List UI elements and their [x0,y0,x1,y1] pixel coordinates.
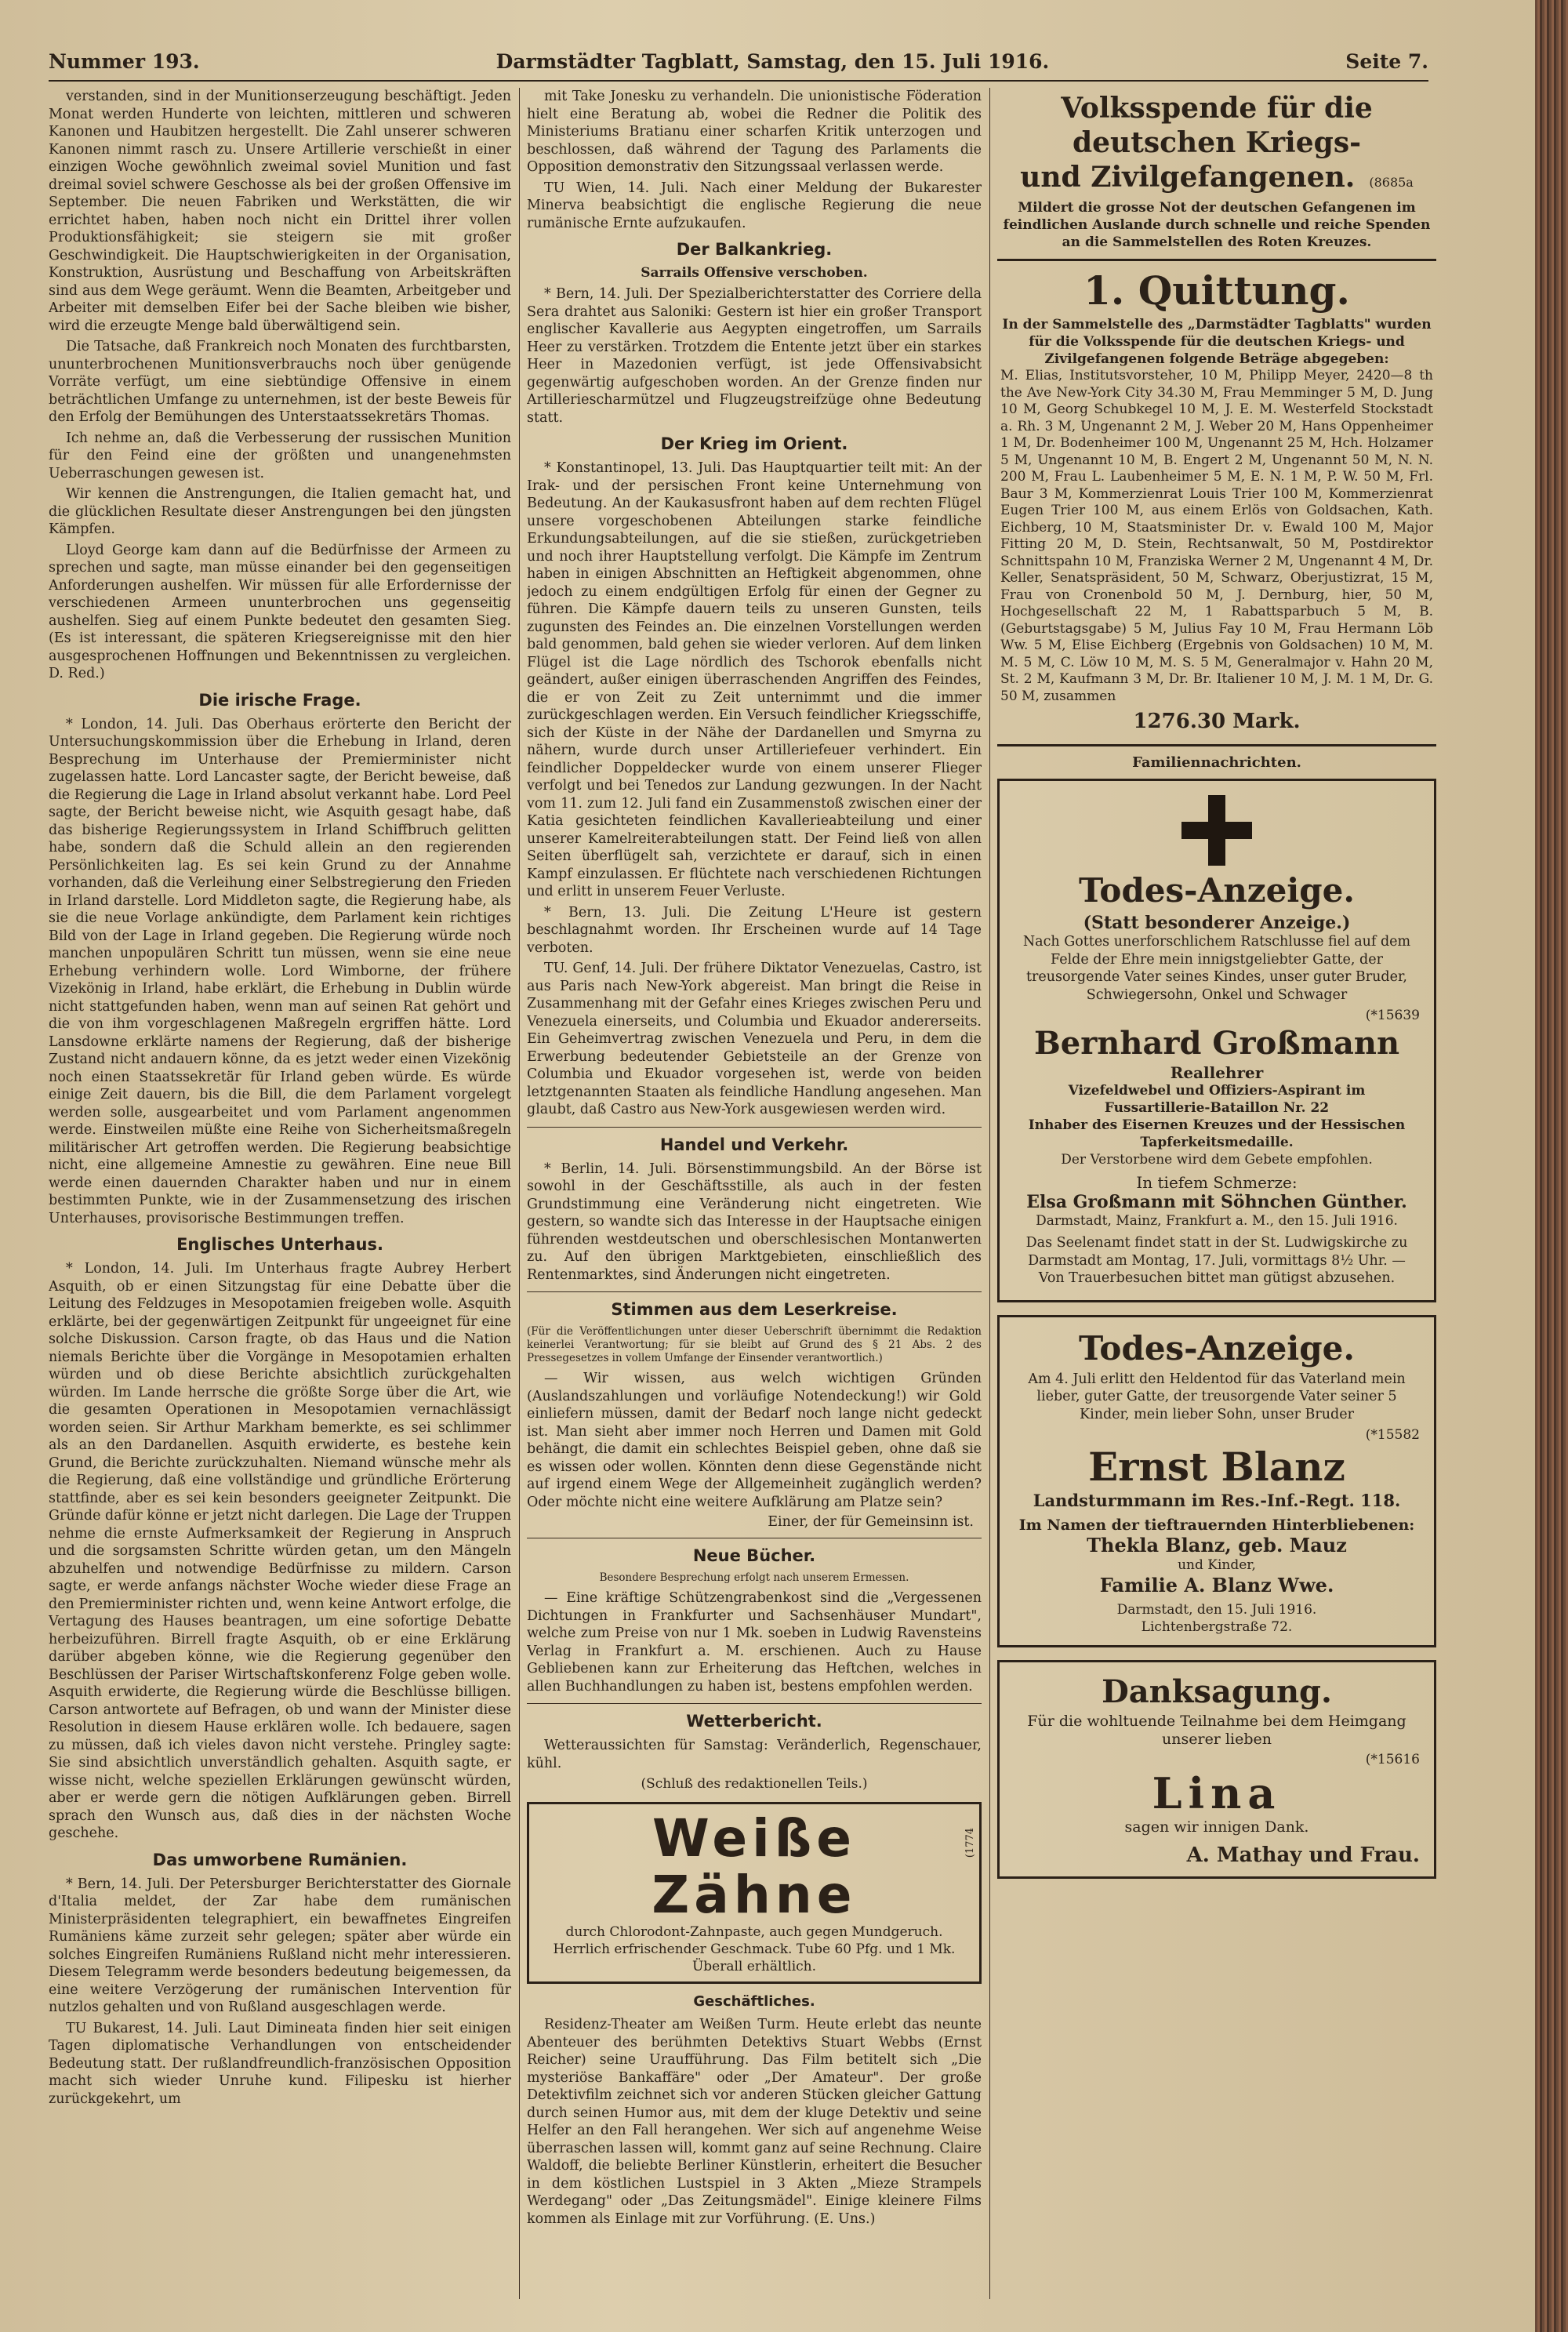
editorial-end-note: (Schluß des redaktionellen Teils.) [641,1776,868,1792]
section-heading-buecher: Neue Bücher. [692,1546,816,1565]
iron-cross-icon [1181,795,1252,866]
notice-text: Für die wohltuende Teilnahme bei dem Heimgang unserer lieben [1027,1713,1406,1748]
deceased-rank: Landsturmmann im Res.-Inf.-Regt. 118. [1033,1491,1401,1510]
divider [527,1127,982,1128]
disclaimer-note: (Für die Veröffentlichungen unter dieser Ueberschrift übernimmt die Redaktion keinerlei Verantwortung; für sie bleibt auf Grund des § 21 Abs. 2 des Pressegesetzes in vollem Umfange der Einsender verantwortlich.) [527,1325,982,1364]
divider [527,1703,982,1704]
ad-code: (8685a [1369,175,1414,190]
deceased-role: Reallehrer [1170,1063,1264,1082]
article-paragraph: Residenz-Theater am Weißen Turm. Heute erlebt das neunte Abenteuer des berühmten Detektivs Stuart Webbs (Ernst Reicher) seine Uraufführung. Das Film betitelt sich „Die mysteriöse Bankaffäre" oder „Der Amateur". Der große Detektivfilm zeichnet sich vor anderen Stücken gleicher Gattung durch seinen Humor aus, mit dem der kluge Detektiv und seine Helfer an den Fall herangehen. Wer sich auf angenehme Weise überraschen lassen will, kommt ganz auf seine Rechnung. Claire Waldoff, die beliebte Berliner Künstlerin, erheitert die Besucher in dem köstlichen Lustspiel in 3 Akten „Mieze Strampels Werdegang" oder „Das Zeitungsmädel". Einige kleinere Films kommen als Einlage mit zur Vorführung. (E. Uns.) [527,2017,982,2227]
article-paragraph: Ich nehme an, daß die Verbesserung der russischen Munition für den Feind eine der größten und unangenehmsten Ueberraschungen gewesen ist. [49,430,511,481]
article-paragraph: * Berlin, 14. Juli. Börsenstimmungsbild. An der Börse ist sowohl in der Geschäftsstille, als auch in der festen Grundstimmung eine Veränderung nicht eingetreten. Wie gestern, so wandte sich das Interesse in der Hauptsache einigen führenden westdeutschen und oberschlesischen Montanwerten zu. Auf den übrigen Marktgebieten, einschließlich des Rentenmarktes, sind Änderungen nicht eingetreten. [527,1161,982,1283]
article-paragraph: TU. Genf, 14. Juli. Der frühere Diktator Venezuelas, Castro, ist aus Paris nach New-York abgereist. Man bringt die Reise in Zusammenhang mit der Gefahr eines Krieges zwischen Peru und Venezuela einerseits, und Columbia und Ekuador andererseits. Ein Geheimvertrag zwischen Venezuela und Peru, in dem die Erwerbung bedeutender Gebietsteile an der Grenze von Columbia und Ekuador vorgesehen ist, werde von beiden letztgenannten Staaten als feindliche Handlung angesehen. Man glaubt, daß Castro aus New-York ausgewiesen werden wird. [527,961,982,1117]
section-heading-balkan: Der Balkankrieg. [676,240,833,259]
deceased-name: Lina [1152,1768,1282,1818]
article-paragraph: Wir kennen die Anstrengungen, die Italien gemacht hat, und die glücklichen Resultate dieser Anstrengungen bei den jüngsten Kämpfen. [49,486,511,537]
column-2 [527,88,982,2315]
review-note: Besondere Besprechung erfolgt nach unserem Ermessen. [599,1571,909,1584]
notice-text: Am 4. Juli erlitt den Heldentod für das Vaterland mein lieber, guter Gatte, der treusorgende Vater seiner 5 Kinder, mein lieber Sohn, unser Bruder [1028,1371,1406,1422]
section-heading-orient: Der Krieg im Orient. [660,434,848,453]
thanks-notice-lina [997,1660,1436,1879]
family-news-heading: Familiennachrichten. [1132,754,1301,771]
article-paragraph: — Eine kräftige Schützengrabenkost sind die „Vergessenen Dichtungen in Frankfurter und Sachsenhäuser Mundart", welche zum Preise von nur 1 Mk. soeben in Ludwig Ravensteins Verlag in Frankfurt a. M. erschienen. Auch zu Hause Gebliebenen kann zur Erheiterung das Heftchen, welches in allen Buchhandlungen zu haben ist, bestens empfohlen werden. [527,1590,982,1695]
column-rule [519,88,520,2299]
donation-receipt [997,261,1436,746]
appeal-title-line-1: Volksspende für die deutschen Kriegs- [1061,92,1373,159]
article-paragraph: Lloyd George kam dann auf die Bedürfnisse der Armeen zu sprechen und sagte, man müsse einander bei den gegenseitigen Anforderungen aushelfen. Wir müssen für alle Erfordernisse der verschiedenen Armeen ununterbrochen uns gegenseitig aushelfen. Sieg auf einem Punkte bedeutet den gesamten Sieg. (Es ist interessant, die späteren Kriegsereignisse mit den hier ausgesprochenen Hoffnungen und Bekenntnissen zu vergleichen. D. Red.) [49,542,511,681]
ad-code: (*15639 [1365,1008,1420,1023]
page-header [49,45,1428,77]
article-paragraph: TU Wien, 14. Juli. Nach einer Meldung der Bukarester Minerva beabsichtigt die englische Regierung die neue rumänische Ernte aufzukaufen. [527,180,982,231]
column-3 [997,88,1436,2315]
article-paragraph: * Bern, 13. Juli. Die Zeitung L'Heure ist gestern beschlagnahmt worden. Ihr Erscheinen wurde auf 14 Tage verboten. [527,904,982,956]
ad-code: (*15582 [1365,1427,1420,1443]
notice-place-date: Darmstadt, Mainz, Frankfurt a. M., den 15. Juli 1916. [1036,1213,1398,1229]
article-paragraph: * Bern, 14. Juli. Der Spezialberichterstatter des Corriere della Sera drahtet aus Saloniki: Gestern ist hier ein großer Transport englischer Kavallerie aus Aegypten eingetroffen, um Sarrails Heer zu verstärken. Trotzdem die Entente jetzt über ein starkes Heer in Mazedonien verfügt, ist jede Offensivabsicht gegenwärtig aufgeschoben worden. An der Grenze finden nur Artilleriescharmützel und Flugzeugstreifzüge ohne Bedeutung statt. [527,286,982,426]
notice-title: Todes-Anzeige. [1079,871,1355,910]
divider [527,1291,982,1292]
notice-subtitle: (Statt besonderer Anzeige.) [1083,913,1351,933]
article-paragraph: * Bern, 14. Juli. Der Petersburger Berichterstatter des Giornale d'Italia meldet, der Zar habe dem rumänischen Ministerpräsidenten telegraphiert, ein bewaffnetes Eingreifen Rumäniens käme zurzeit sehr gelegen; später aber würde ein solches Eingreifen Rumäniens Rußland nicht mehr interessieren. Diesem Telegramm werde besonders bedeutung beigemessen, da eine weitere Verzögerung der rumänischen Intervention für nutzlos gehalten und von Rußland ausgeschlagen werde. [49,1876,511,2015]
donor-list: M. Elias, Institutsvorsteher, 10 M, Philipp Meyer, 2420—8 th the Ave New-York City 34.30 M, Frau Memminger 5 M, D. Jung 10 M, Georg Schubkegel 10 M, J. E. M. Westerfeld Stockstadt a. Rh. 3 M, Ungenannt 2 M, J. Weber 20 M, Hans Oppenheimer 1 M, Dr. Bodenheimer 100 M, Ungenannt 25 M, Hch. Holzamer 5 M, Ungenannt 10 M, B. Engert 2 M, Ungenannt 50 M, N. N. 200 M, Frau L. Laubenheimer 5 M, E. N. 1 M, P. W. 50 M, Frl. Baur 3 M, Kommerzienrat Louis Trier 100 M, Kommerzienrat Eugen Trier 100 M, aus einem Erlös von Goldsachen, Kath. Eichberg, 10 M, Staatsminister Dr. v. Ewald 100 M, Major Fitting 20 M, D. Stein, Rechtsanwalt, 50 M, Postdirektor Schnittspahn 10 M, Franziska Werner 2 M, Ungenannt 4 M, Dr. Keller, Senatspräsident, 50 M, Schwarz, Oberjustizrat, 15 M, Frau von Cronenbold 50 M, J. Dernburg, hier, 50 M, Hochgesellschaft 22 M, 1 Rabattsparbuch 5 M, B. (Geburtstagsgabe) 5 M, Julius Fay 10 M, Frau Hermann Löb Ww. 5 M, Elise Eichberg (Ergebnis von Goldsachen) 10 M, M. M. 5 M, C. Löw 10 M, M. S. 5 M, Generalmajor v. Hahn 20 M, St. 2 M, Kaufmann 3 M, Dr. Br. Italiener 10 M, J. M. 1 M, Dr. G. 50 M, zusammen [1000,368,1433,704]
article-paragraph: verstanden, sind in der Munitionserzeugung beschäftigt. Jeden Monat werden Hunderte von leichten, mittleren und schweren Kanonen und Haubitzen hergestellt. Die Zahl unserer schweren Kanonen nimmt rasch zu. Unsere Artillerie verschießt in einer einzigen Woche gewöhnlich zweimal soviel Munition und fast dreimal soviel schwere Geschosse als bei der großen Offensive im September. Die neuen Fabriken und Werkstätten, die wir errichtet haben, haben noch nicht ein Drittel ihrer vollen Produktionsfähigkeit; sie steigern sie mit großer Geschwindigkeit. Die Hauptschwierigkeiten in der Organisation, Konstruktion, Ausrüstung und Beschaffung von Arbeitskräften sind aus dem Wege geräumt. Wenn die Beamten, Arbeitgeber und Arbeiter mit demselben Eifer bei der Sache bleiben wie bisher, wird die erzeugte Menge bald überwältigend sein. [49,89,511,334]
column-1 [49,88,511,2315]
ad-code: (*15616 [1365,1752,1420,1767]
bereaved-family: und Kinder, [1178,1557,1256,1573]
article-paragraph: * London, 14. Juli. Im Unterhaus fragte Aubrey Herbert Asquith, ob er einen Sitzungstag für eine Debatte über die Leitung des Feldzuges in Mesopotamien freigeben wolle. Asquith erklärte, bei der gegenwärtigen Zeitpunkt für ungeeignet für eine solche Diskussion. Carson fragte, ob das Haus und die Nation niemals Berichte über die Vorgänge in Mesopotamien erhalten würden und ob diese Berichte absichtlich zurückgehalten würden. Im Lande herrsche die größte Sorge über die Art, wie die gesamten Operationen in Mesopotamien vernachlässigt worden seien. Sir Arthur Markham bemerkte, es sei schlimmer als an den Dardanellen. Asquith erwiderte, es bestehe kein Grund, die Berichte zurückzuhalten. Niemand wünsche mehr als die Regierung, daß eine vollständige und gründliche Erörterung stattfinde, aber es sei kein besonders geeigneter Zeitpunkt. Die Gründe dafür könne er jetzt nicht darlegen. Die Lage der Truppen nehme die ernste Aufmerksamkeit der Regierung in Anspruch und die sorgsamsten Schritte würden getan, um den Mängeln abzuhelfen und notwendige Bedürfnisse zu mildern. Carson sagte, er werde anfangs nächster Woche wieder diese Frage an den Premierminister richten und, wenn keine Antwort erfolge, die Vertagung des Hauses beantragen, um eine sofortige Debatte herbeizuführen. Birrell fragte Asquith, ob er eine Erklärung darüber abgeben könne, wie die Regierung gegenüber den Beschlüssen der Pariser Wirtschaftskonferenz Folge geben wolle. Asquith erwiderte, die Regierung würde die Beschlüsse billigen. Carson antwortete auf Befragen, ob und wann der Minister diese Resolution in diesem Hause erklären wolle. Ich bedauere, sagen zu müssen, daß ich vieles davon nicht verstehe. Pringley sagte: Sie sind absichtlich unverständlich gehalten. Asquith sagte, er wisse nicht, welche speziellen Erklärungen gewünscht würden, aber er werde gern die nötigen Aufklärungen geben. Birrell sprach den Wunsch aus, daß dies in der nächsten Woche geschehe. [49,1261,511,1841]
section-subheading: Sarrails Offensive verschoben. [641,265,868,281]
notice-text: Nach Gottes unerforschlichem Ratschlusse fiel auf dem Felde der Ehre mein innigstgeliebter Gatte, der treusorgende Vater seines Kindes, unser guter Bruder, Schwiegersohn, Onkel und Schwager [1022,934,1411,1003]
deceased-name: Ernst Blanz [1088,1444,1345,1490]
deceased-honors: Inhaber des Eisernen Kreuzes und der Hessischen Tapferkeitsmedaille. [1028,1117,1406,1150]
article-paragraph: * London, 14. Juli. Das Oberhaus erörterte den Bericht der Untersuchungskommission über die Erhebung in Irland, deren Besprechung im Unterhause der Premierminister nicht zugelassen hatte. Lord Lancaster sagte, der Bericht beweise, daß die Regierung die Lage in Irland absolut verkannt habe. Lord Peel sagte, der Bericht beweise nicht, wie Asquith gesagt habe, daß das bisherige Regierungssystem in Irland Schiffbruch gelitten habe, sondern daß die Schuld allein an den regierenden Persönlichkeiten lag. Es sei kein Grund zu der Annahme vorhanden, daß die Verleihung einer Selbstregierung den Frieden in Irland darstelle. Lord Middleton sagte, die Regierung habe, als sie die neue Vorlage ankündigte, dem Parlament kein richtiges Bild von der Lage in Irland gegeben. Die Regierung würde noch manchen unpopulären Schritt tun müssen, wenn sie eine neue Erhebung verhindern wolle. Lord Wimborne, der frühere Vizekönig in Irland, habe erklärt, die Erhebung in Dublin würde nicht stattgefunden haben, wenn man auf seinen Rat gehört und die von ihm vorgeschlagenen Maßregeln ergriffen hätte. Lord Lansdowne erklärte namens der Regierung, daß der bisherige Zustand nicht andauern könne, da es jetzt weder einen Vizekönig noch einen Staatssekretär für Irland geben würde. Es würde einige Zeit dauern, bis die Bill, die dem Parlament vorgelegt werden solle, ausgearbeitet und vom Parlament angenommen werde. Einstweilen müßte eine Reihe von Sicherheitsmaßregeln militärischer Art getroffen werden. Die Regierung beabsichtige nicht, eine allgemeine Amnestie zu gewähren. Eine neue Bill werde einen dauernden Charakter haben und nur in einem bestimmten Punkte, wie in der Zusammensetzung des irischen Unterhauses, provisorische Bestimmungen treffen. [49,716,511,1226]
appeal-title-line-2: und Zivilgefangenen. [1020,161,1356,194]
bereaved-family: Elsa Großmann mit Söhnchen Günther. [1026,1192,1407,1212]
notice-title: Todes-Anzeige. [1079,1328,1355,1368]
thanks-line: sagen wir innigen Dank. [1124,1818,1309,1836]
deceased-rank: Vizefeldwebel und Offiziers-Aspirant im Fussartillerie-Bataillon Nr. 22 [1068,1083,1366,1116]
article-paragraph: — Wir wissen, aus welch wichtigen Gründen (Auslandszahlungen und vorläufige Notendeckung!) wir Gold einliefern müssen, damit der Bedarf noch lange nicht gedeckt ist. Man sieht aber immer noch Herren und Damen mit Gold behängt, die damit ein schlechtes Beispiel geben, ohne daß sie es wissen oder wollen. Könnten denn diese Gegenstände nicht auf irgend einem Wege der Allgemeinheit zugänglich werden? Oder möchte nicht eine weitere Aufklärung am Platze sein? [527,1371,982,1510]
ad-code: (1774 [964,1828,976,1858]
section-heading-wetter: Wetterbericht. [686,1712,822,1731]
section-heading-rumaenien: Das umworbene Rumänien. [152,1850,408,1869]
notice-address: Lichtenbergstraße 72. [1141,1619,1293,1635]
article-paragraph: Die Tatsache, daß Frankreich noch Monaten des furchtbarsten, ununterbrochenen Munitionsverbrauchs noch über genügende Vorräte verfügt, um eine siebtündige Offensive in einem beträchtlichen Umfange zu unternehmen, ist der beste Beweis für den Erfolg der Bemühungen des Unterstaatssekretärs Thomas. [49,339,511,425]
receipt-total: 1276.30 Mark. [1133,710,1301,733]
ad-headline: Weiße Zähne [652,1808,857,1925]
section-heading-irish: Die irische Frage. [198,690,361,710]
donation-appeal [997,88,1436,261]
toothpaste-advertisement [527,1802,982,1984]
ad-text: durch Chlorodont-Zahnpaste, auch gegen Mundgeruch. Herrlich erfrischender Geschmack. Tube 60 Pfg. und 1 Mk. Überall erhältlich. [553,1924,956,1974]
death-notice-blanz [997,1315,1436,1648]
section-heading-handel: Handel und Verkehr. [659,1135,849,1154]
page-number: Seite 7. [1345,49,1428,73]
issue-number: Nummer 193. [49,49,200,73]
appeal-subtitle: Mildert die grosse Not der deutschen Gefangenen im feindlichen Auslande durch schnelle und reiche Spenden an die Sammelstellen des Roten Kreuzes. [1003,200,1431,250]
weather-text: Wetteraussichten für Samstag: Veränderlich, Regenschauer, kühl. [527,1738,982,1771]
thanks-signature: A. Mathay und Frau. [1186,1843,1420,1867]
section-heading-stimmen: Stimmen aus dem Leserkreise. [611,1300,898,1319]
death-notice-grossmann [997,779,1436,1302]
requiem-note: Das Seelenamt findet statt in der St. Ludwigskirche zu Darmstadt am Montag, 17. Juli, vormittags 8½ Uhr. — Von Trauerbesuchen bittet man gütigst abzusehen. [1025,1235,1408,1286]
column-rule [989,88,990,2299]
deceased-name: Bernhard Großmann [1033,1025,1400,1062]
header-rule [49,80,1428,82]
section-heading-unterhaus: Englisches Unterhaus. [176,1235,383,1254]
receipt-title: 1. Quittung. [1083,267,1350,314]
receipt-intro: In der Sammelstelle des „Darmstädter Tagblatts" wurden für die Volksspende für die deutschen Kriegs- und Zivilgefangenen folgende Beträge abgegeben: [1002,317,1432,367]
bereaved-family: Thekla Blanz, geb. Mauz [1087,1534,1347,1556]
bereaved-family: Familie A. Blanz Wwe. [1099,1574,1334,1596]
book-binding-edge [1535,0,1568,2332]
article-paragraph: TU Bukarest, 14. Juli. Laut Dimineata finden hier seit einigen Tagen diplomatische Verhandlungen von entscheidender Bedeutung statt. Der rußlandfreundlich-französischen Opposition macht sich wieder Unruhe kund. Filipesku ist hierher zurückgekehrt, um [49,2020,511,2107]
letter-signature: Einer, der für Gemeinsinn ist. [768,1514,974,1530]
prayer-note: Der Verstorbene wird dem Gebete empfohlen. [1061,1152,1373,1168]
grief-line: Im Namen der tieftrauernden Hinterbliebenen: [1018,1517,1415,1534]
notice-title: Danksagung. [1102,1673,1332,1710]
section-heading-geschaeftliches: Geschäftliches. [693,1993,815,2010]
masthead-title: Darmstädter Tagblatt, Samstag, den 15. Juli 1916. [495,49,1050,73]
article-paragraph: mit Take Jonesku zu verhandeln. Die unionistische Föderation hielt eine Beratung ab, wobei die Redner die Politik des Ministeriums Bratianu einer scharfen Kritik unterzogen und beschlossen, daß während der Tagung des Parlaments die Opposition demonstrativ den Sitzungssaal verlassen werde. [527,89,982,175]
article-paragraph: * Konstantinopel, 13. Juli. Das Hauptquartier teilt mit: An der Irak- und der persischen Front keine Unternehmung von Bedeutung. An der Kaukasusfront haben auf dem rechten Flügel unsere vorgeschobenen Abteilungen starke feindliche Erkundungsabteilungen, auf die sie stießen, zurückgetrieben und noch ihrer Hauptstellung verfolgt. Die Kämpfe im Zentrum haben in einigen Abschnitten an Heftigkeit abgenommen, ohne jedoch zu einem endgültigen Erfolg für einen der Gegner zu führen. Die Kämpfe dauern teils zu unseren Gunsten, teils zugunsten des Feindes an. Die einzelnen Vorstellungen werden bald genommen, bald gehen sie wieder verloren. Auf dem linken Flügel ist die Lage nördlich des Tschorok ebenfalls nicht geändert, außer einigen überraschenden Angriffen des Feindes, die er von Zeit zu Zeit unternimmt und die immer zurückgeschlagen werden. Ein Versuch feindlicher Kriegsschiffe, sich der Küste in der Nähe der Dardanellen und Smyrna zu nähern, wurde durch unser Artilleriefeuer verhindert. Ein feindlicher Doppeldecker wurde von einem unserer Flieger verfolgt und bei Tenedos zur Landung gezwungen. In der Nacht vom 11. zum 12. Juli fand ein Zusammenstoß zwischen einer der Katia gesichteten feindlichen Kavallerieabteilung und einer unserer Kamelreiterabteilungen statt. Der Feind ließ von allen Seiten überflügelt sah, verzichtete er darauf, sich in einen Kampf einzulassen. Er flüchtete nach verschiedenen Richtungen und erlitt in unserem Feuer Verluste. [527,460,982,899]
grief-line: In tiefem Schmerze: [1136,1173,1298,1192]
notice-place-date: Darmstadt, den 15. Juli 1916. [1116,1602,1317,1618]
